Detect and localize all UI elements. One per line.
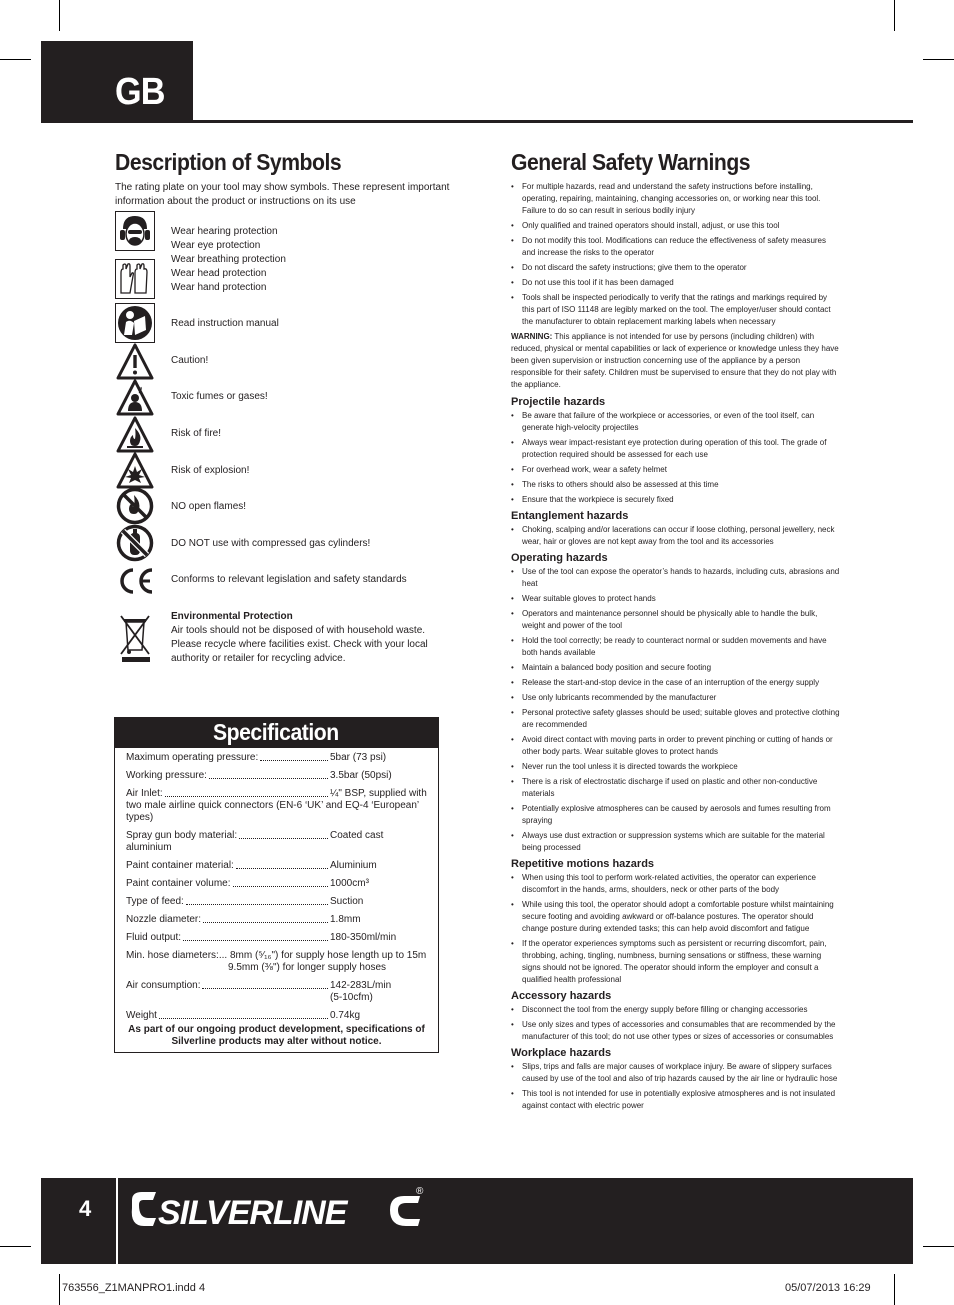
safety-item: • Use only sizes and types of accessories and consumables that are recommended by the manufacturer of this tool; do not use other types or sizes of accessories or consumables bbox=[511, 1019, 841, 1043]
crop-mark bbox=[894, 0, 895, 31]
crop-mark bbox=[59, 1274, 60, 1305]
symbol-label: Conforms to relevant legislation and safety standards bbox=[171, 574, 407, 585]
safety-item: • Wear suitable gloves to protect hands bbox=[511, 593, 841, 605]
spec-row: Min. hose diameters:... 8mm (⁵⁄₁₆") for supply hose length up to 15m 9.5mm (⅜") for longer supply hoses bbox=[126, 950, 427, 973]
spec-row: Working pressure: 3.5bar (50psi) bbox=[126, 770, 392, 781]
hazard-list bbox=[511, 1004, 841, 1043]
spec-row: Type of feed: Suction bbox=[126, 896, 364, 907]
symbol-label: Caution! bbox=[171, 355, 209, 366]
spec-row: Spray gun body material: Coated cast aluminium bbox=[126, 830, 384, 853]
explosion-icon bbox=[115, 451, 155, 491]
crop-mark bbox=[59, 0, 60, 31]
safety-item: • If the operator experiences symptoms such as persistent or recurring discomfort, pain, throbbing, aching, tingling, numbness, burning sensations or stiffness, these warning signs should not be ignored. The operator should inform the employer and consult a qualified health professional bbox=[511, 938, 841, 986]
specification-header bbox=[115, 718, 438, 748]
safety-item: • Do not modify this tool. Modifications can reduce the effectiveness of safety measures and increase the risks to the operator bbox=[511, 235, 841, 259]
symbol-label: Wear head protection Wear hand protection bbox=[171, 268, 267, 293]
symbol-label: Wear hearing protection Wear eye protection Wear breathing protection bbox=[171, 226, 286, 265]
specification-table bbox=[126, 752, 432, 1028]
spec-row: Paint container volume: 1000cm³ bbox=[126, 878, 369, 889]
safety-item: • While using this tool, the operator should adopt a comfortable posture whilst maintaining secure footing and avoiding awkward or off-balance postures. The operator should change posture during extended tasks; this can help avoid discomfort and fatigue bbox=[511, 899, 841, 935]
safety-item: • This tool is not intended for use in potentially explosive atmospheres and is not insulated against contact with electric power bbox=[511, 1088, 841, 1112]
safety-item: • There is a risk of electrostatic discharge if used on plastic and other non-conductive materials bbox=[511, 776, 841, 800]
safety-item: • The risks to others should also be assessed at this time bbox=[511, 479, 841, 491]
fire-icon bbox=[115, 415, 155, 455]
crop-mark bbox=[0, 59, 31, 60]
no-flames-icon bbox=[115, 486, 155, 526]
symbol-label: Risk of explosion! bbox=[171, 465, 250, 476]
language-tab-label: GB bbox=[115, 71, 165, 113]
toxic-fumes-icon bbox=[115, 378, 155, 418]
symbol-label: Risk of fire! bbox=[171, 428, 222, 439]
crop-mark bbox=[923, 59, 954, 60]
safety-item: • Tools shall be inspected periodically to verify that the ratings and markings required by this part of ISO 11148 are legibly marked on the tool. The employer/user should contact the manufacturer to obtain replacement marking labels when necessary bbox=[511, 292, 841, 328]
safety-item: • Use only lubricants recommended by the manufacturer bbox=[511, 692, 841, 704]
safety-intro-list bbox=[511, 181, 841, 328]
safety-item: • Release the start-and-stop device in the case of an interruption of the energy supply bbox=[511, 677, 841, 689]
silverline-logo bbox=[128, 1188, 428, 1234]
symbol-label: Toxic fumes or gases! bbox=[171, 391, 268, 402]
symbols-title: Description of Symbols bbox=[115, 149, 342, 175]
safety-item: • Never run the tool unless it is directed towards the workpiece bbox=[511, 761, 841, 773]
spec-row: Air Inlet: ¼" BSP, supplied with two male airline quick connectors (EN-6 ‘UK’ and EQ-4 ‘European’ types) bbox=[126, 788, 427, 823]
footer-divider bbox=[116, 1178, 118, 1264]
safety-item: • Disconnect the tool from the energy supply before filling or changing accessories bbox=[511, 1004, 841, 1016]
hazard-list bbox=[511, 566, 841, 854]
spec-row: Air consumption: 142-283L/min (5-10cfm) bbox=[126, 980, 392, 1003]
symbol-label: Read instruction manual bbox=[171, 318, 279, 329]
hazard-heading: Projectile hazards bbox=[511, 396, 606, 408]
ce-mark-icon bbox=[115, 561, 155, 601]
hazard-list bbox=[511, 1061, 841, 1112]
symbol-label: NO open flames! bbox=[171, 501, 247, 512]
hazard-heading: Repetitive motions hazards bbox=[511, 858, 655, 870]
hazard-heading: Workplace hazards bbox=[511, 1047, 612, 1059]
specification-note: As part of our ongoing product development, specifications of Silverline products may alter without notice. bbox=[128, 1024, 425, 1047]
safety-item: • Choking, scalping and/or lacerations can occur if loose clothing, personal jewellery, neck wear, hair or gloves are not kept away from the tool and its accessories bbox=[511, 524, 841, 548]
no-gas-cylinder-icon bbox=[115, 523, 155, 563]
language-tab bbox=[41, 41, 193, 123]
hazard-list bbox=[511, 872, 841, 986]
hazard-heading: Operating hazards bbox=[511, 552, 608, 564]
spec-row: Nozzle diameter: 1.8mm bbox=[126, 914, 361, 925]
safety-item: • For overhead work, wear a safety helmet bbox=[511, 464, 841, 476]
symbol-label: DO NOT use with compressed gas cylinders! bbox=[171, 538, 371, 549]
safety-item: • Always use dust extraction or suppression systems which are suitable for the material being processed bbox=[511, 830, 841, 854]
safety-item: • Potentially explosive atmospheres can be caused by aerosols and fumes resulting from spraying bbox=[511, 803, 841, 827]
safety-item: • Ensure that the workpiece is securely fixed bbox=[511, 494, 841, 506]
read-manual-icon bbox=[115, 303, 155, 343]
spec-row: Fluid output: 180-350ml/min bbox=[126, 932, 397, 943]
date-slug: 05/07/2013 16:29 bbox=[785, 1282, 871, 1294]
safety-item: • Use of the tool can expose the operator’s hands to hazards, including cuts, abrasions and heat bbox=[511, 566, 841, 590]
safety-item: • Only qualified and trained operators should install, adjust, or use this tool bbox=[511, 220, 841, 232]
safety-item: • Hold the tool correctly; be ready to counteract normal or sudden movements and have both hands available bbox=[511, 635, 841, 659]
svg-text:SILVERLINE: SILVERLINE bbox=[158, 1194, 347, 1232]
safety-item: • Personal protective safety glasses should be used; suitable gloves and protective clothing are recommended bbox=[511, 707, 841, 731]
spec-row: Weight 0.74kg bbox=[126, 1010, 361, 1021]
crop-mark bbox=[923, 1246, 954, 1247]
hazard-sections bbox=[511, 395, 841, 1112]
registered-mark: ® bbox=[416, 1186, 424, 1197]
symbols-intro: The rating plate on your tool may show symbols. These represent important information about the product or instructions on its use bbox=[115, 182, 450, 207]
crop-mark bbox=[894, 1274, 895, 1305]
safety-item: • When using this tool to perform work-related activities, the operator can experience discomfort in the hands, arms, shoulders, neck or other parts of the body bbox=[511, 872, 841, 896]
hazard-list bbox=[511, 410, 841, 506]
safety-item: • Slips, trips and falls are major causes of workplace injury. Be aware of slippery surfaces caused by use of the tool and also of trip hazards caused by the air line or hydraulic hose bbox=[511, 1061, 841, 1085]
warning-paragraph: WARNING: This appliance is not intended for use by persons (including children) with reduced, physical or mental capabilities or lack of experience or knowledge unless they have been given supervision or instruction concerning use of the appliance by a person responsible for their safety. Children must be supervised to ensure that they do not play with the appliance. bbox=[511, 332, 839, 389]
hazard-heading: Accessory hazards bbox=[511, 990, 612, 1002]
file-slug: 763556_Z1MANPRO1.indd 4 bbox=[62, 1282, 206, 1294]
specification-box bbox=[114, 717, 439, 1053]
environmental-heading: Environmental Protection bbox=[171, 611, 293, 622]
spec-row: Maximum operating pressure: 5bar (73 psi) bbox=[126, 752, 387, 763]
weee-bin-icon bbox=[115, 612, 155, 664]
hazard-heading: Entanglement hazards bbox=[511, 510, 629, 522]
safety-item: • Avoid direct contact with moving parts in order to prevent pinching or cutting of hands or other body parts. Wear suitable gloves to protect hands bbox=[511, 734, 841, 758]
ppe-head-icon bbox=[115, 211, 155, 251]
safety-item: • Operators and maintenance personnel should be physically able to handle the bulk, weight and power of the tool bbox=[511, 608, 841, 632]
crop-mark bbox=[0, 1246, 31, 1247]
gloves-icon bbox=[115, 259, 155, 299]
safety-warnings bbox=[511, 181, 841, 1115]
safety-item: • Always wear impact-resistant eye protection during operation of this tool. The grade of protection required should be assessed for each use bbox=[511, 437, 841, 461]
caution-icon bbox=[115, 342, 155, 382]
safety-item: • Do not use this tool if it has been damaged bbox=[511, 277, 841, 289]
header-rule bbox=[193, 120, 913, 123]
safety-title: General Safety Warnings bbox=[511, 149, 751, 175]
specification-title: Specification bbox=[213, 719, 339, 745]
safety-item: • Maintain a balanced body position and secure footing bbox=[511, 662, 841, 674]
safety-item: • For multiple hazards, read and understand the safety instructions before installing, operating, repairing, maintaining, changing accessories on, or working near this tool. Failure to do so can result in serious bodily injury bbox=[511, 181, 841, 217]
environmental-protection: Environmental Protection Air tools should not be disposed of with household waste. Please recycle where facilities exist. Check with your local authority or retailer for recycling advice. bbox=[171, 610, 441, 666]
page-number: 4 bbox=[79, 1196, 92, 1221]
hazard-list bbox=[511, 524, 841, 548]
spec-row: Paint container material: Aluminium bbox=[126, 860, 377, 871]
safety-item: • Do not discard the safety instructions; give them to the operator bbox=[511, 262, 841, 274]
safety-item: • Be aware that failure of the workpiece or accessories, or even of the tool itself, can generate high-velocity projectiles bbox=[511, 410, 841, 434]
